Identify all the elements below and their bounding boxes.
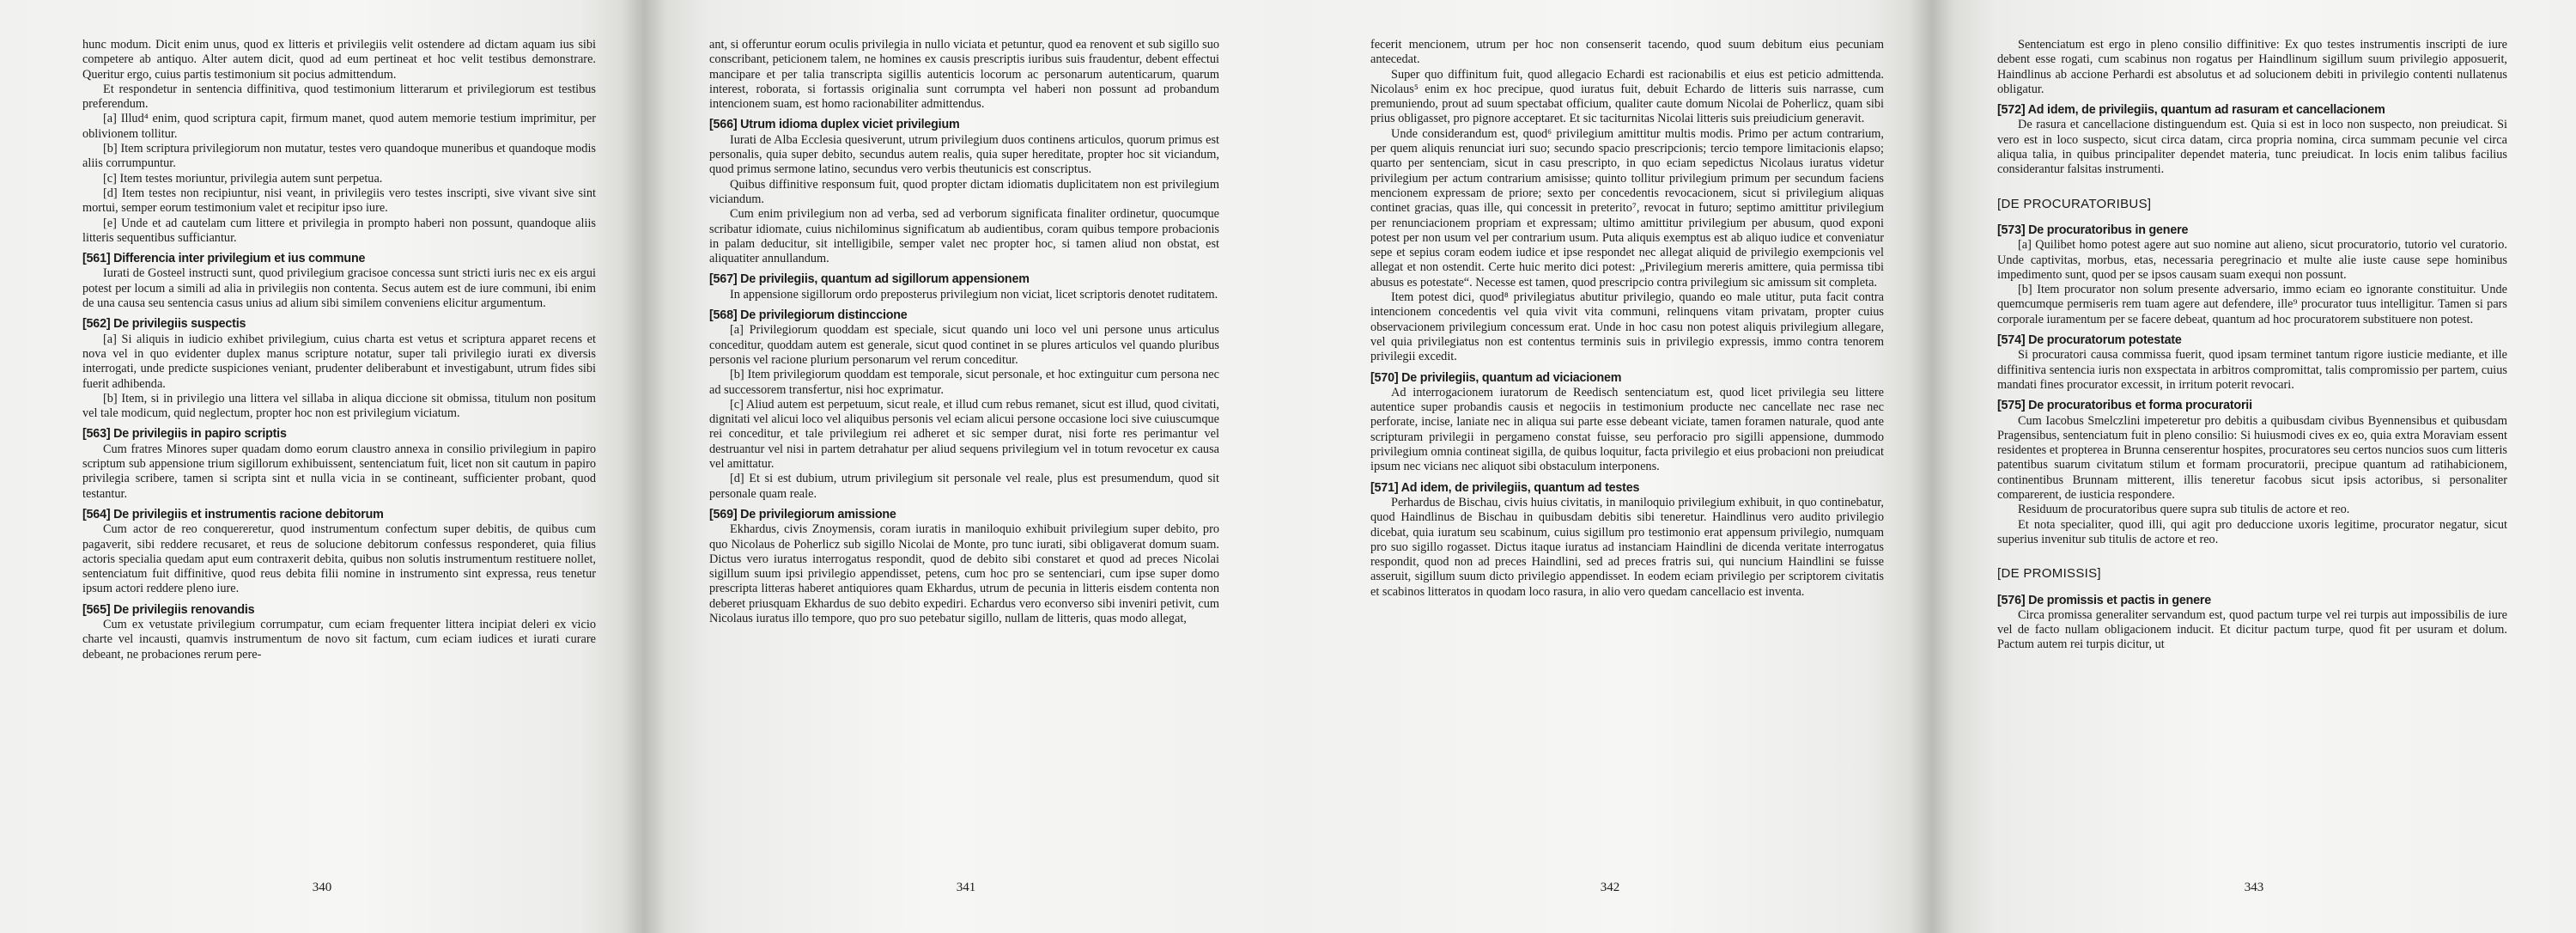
page-342 — [1288, 0, 1932, 933]
page-text — [709, 38, 1219, 626]
paragraph: De rasura et cancellacione distinguendum est. Quia si est in loco non suspecto, non preiudicat. Si vero est in loco suspecto, sicut circa datam, circa propria nomina, circa summam pecunie vel circa aliqua talia, in quibus principaliter dependet materia, tunc preiudicat. In locis enim talibus facilius considerantur falsitas instrumenti. — [1997, 118, 2507, 177]
paragraph: Cum ex vetustate privilegium corrumpatur, cum eciam frequenter littera incipiat deleri ex vicio charte vel incausti, quamvis instrumentum de novo sit factum, cum eciam iudices et iurati curare debeant, ne probaciones rerum pere- — [82, 617, 596, 662]
paragraph: Cum actor de reo conquereretur, quod instrumentum confectum super debitis, de quibus cum pagaverit, sibi reddere recusaret, et reus de solucione debitorum confessus responderet, quia filius actoris specialia quedam aput eum contraxerit debita, quibus non solutis instrumentum restituere nollet, sentenciatum fuit diffinitive, quod reus debita filii nomine in instrumento sint expressa, reus tenetur ipsum actori reddere pleno iure. — [82, 522, 596, 596]
section-heading: [566] Utrum idioma duplex viciet privilegium — [709, 118, 960, 132]
section-heading: [572] Ad idem, de privilegiis, quantum ad rasuram et cancellacionem — [1997, 103, 2385, 118]
paragraph: Quibus diffinitive responsum fuit, quod propter dictam idiomatis duplicitatem non est privilegium viciandum. — [709, 177, 1219, 206]
page-number: 340 — [312, 881, 332, 894]
section-heading: [562] De privilegiis suspectis — [82, 317, 246, 332]
paragraph: Iurati de Gosteel instructi sunt, quod privilegium gracisoe concessa sunt stricti iuris nec ex eis argui potest per locum a simili ad alia in privilegiis non contenta. Secus autem est de iure communi, ibi enim de una causa seu sentencia casus unius ad alium sibi similem conveniens elicitur argumentum. — [82, 266, 596, 311]
paragraph: [a] Quilibet homo potest agere aut suo nomine aut alieno, sicut procuratorio, tutorio vel curatorio. Unde captivitas, morbus, etas, necessaria peregrinacio et multe alie iuste cause sepe hominibus impedimento sunt, quod per se ipsos causam suam exequi non possunt. — [1997, 238, 2507, 282]
paragraph: [a] Privilegiorum quoddam est speciale, sicut quando uni loco vel uni persone unus articulus conceditur, quoddam autem est generale, sicut quod continet in se plures articulos vel quando pluribus personis vel racione plurium personarum vel rerum conceditur. — [709, 323, 1219, 367]
paragraph: ant, si offeruntur eorum oculis privilegia in nullo viciata et petuntur, quod ea renovent et sub sigillo suo conscribant, peticionem talem, ne homines ex causis prescriptis iuribus suis fraudentur, debent effectui mancipare et per talia transcripta sigillis autenticis locorum ac personarum autenticarum, quarum interest, roborata, si fortassis originalia sunt corrumpta vel haberi non possunt ad probandum intencionem suam, est homo racionabiliter admittendus. — [709, 38, 1219, 112]
page-text — [82, 38, 596, 662]
paragraph: [a] Illud⁴ enim, quod scriptura capit, firmum manet, quod autem memorie testium imprimitur, per oblivionem tollitur. — [82, 112, 596, 141]
paragraph: Unde considerandum est, quod⁶ privilegium amittitur multis modis. Primo per actum contrarium, per quem aliquis renunciat iuri suo; secundo spacio prescripcionis; tercio tempore limitacionis elapso; quarto per sentenciam, sicut in casu prescripto, in quo eciam sepedictus Nicolaus iuratus videtur privilegium per actum contrarium amisisse; quinto tollitur privilegium primum per secundum faciens mencionem expressam de priore; sexto per concedentis revocacionem, sicut si privilegium aliquas continet gracias, quas ille, qui concessit in preterito⁷, revocat in futuro; septimo amittitur privilegium per renunciacionem propriam et expressam; ultimo amittitur privilegium per abusum, quod exponi potest per non usum vel per contrarium usum. Puta aliquis exemptus est ab aliquo iudice et conveniatur sepe et sepius coram eodem iudice et ipse respondet nec allegat aliquid de privilegio exempcionis vel allegat et non ostendit. Certe huic merito dici potest: „Privilegium mereris amittere, quia permissa tibi abusus es potestate“. Necesse est tamen, quod prescripcio contra privilegium sic amissum sit completa. — [1370, 126, 1884, 290]
paragraph: Circa promissa generaliter servandum est, quod pactum turpe vel rei turpis aut impossibilis de iure vel de facto nullam obligacionem inducit. Et dicitur pactum turpe, quod fit per usuram et dolum. Pactum autem rei turpis dicitur, ut — [1997, 607, 2507, 652]
page-341 — [644, 0, 1288, 933]
paragraph: Iurati de Alba Ecclesia quesiverunt, utrum privilegium duos continens articulos, quorum primus est personalis, quia super debito, secundus autem realis, quia super hereditate, propter hoc sit viciandum, quod primus sermone latino, secundus vero verbis theutunicis est conscriptus. — [709, 132, 1219, 177]
paragraph: Et nota specialiter, quod illi, qui agit pro deduccione uxoris legitime, procurator negatur, sicut superius invenitur sub titulis de actore et reo. — [1997, 517, 2507, 546]
paragraph: [c] Aliud autem est perpetuum, sicut reale, et illud cum rebus remanet, sicut est illud, quod civitati, dignitati vel alicui loco vel aliquibus personis vel eciam alicui persone occasione loci sive cuiuscumque rei conceditur, et tale privilegium rei adheret et sic semper durat, nisi forte res perimantur vel destruantur vel nisi in partem detrahatur per aliud sequens privilegium vel in totum revocetur ex causa vel amittatur. — [709, 397, 1219, 472]
paragraph: Super quo diffinitum fuit, quod allegacio Echardi est racionabilis et eius est peticio admittenda. Nicolaus⁵ enim ex hoc precipue, quod iuratus fuit, debuit Echardo de litteris suis narrasse, cum premuniendo, prout ad suum spectabat officium, qualiter caute domum Nicolai de Poherlicz, quam sibi prius obligasset, pro pignore acceptaret. Et sic taciturnitas Nicolai litteris suis preiudicium generavit. — [1370, 67, 1884, 126]
page-340 — [0, 0, 644, 933]
section-heading: [569] De privilegiorum amissione — [709, 507, 896, 521]
paragraph: hunc modum. Dicit enim unus, quod ex litteris et privilegiis velit ostendere ad dictam aquam ius sibi competere ab antiquo. Alter autem dicit, quod ad eum pertineat et hoc velit testibus demonstrare. Queritur ergo, cuius partis testimonium sit pocius admittendum. — [82, 38, 596, 82]
paragraph: Cum Iacobus Smelczlini impeteretur pro debitis a quibusdam civibus Byennensibus et quibusdam Pragensibus, sentenciatum fuit in pleno consilio: Si huiusmodi cives ex eo, quia extra Moraviam essent residentes et propterea in Brunna censerentur hospites, procuratores seu certos nuncios suos cum litteris patentibus suarum civitatum stilum et formam procuratorii, precipue quantum ad ratihabicionem, continentibus Brunnam mitterent, illis teneretur facobus sicut ipsis actoribus, si personaliter comparerent, de iusticia respondere. — [1997, 413, 2507, 503]
paragraph: Cum enim privilegium non ad verba, sed ad verborum significata finaliter ordinetur, quocumque scribatur idiomate, cuius nichilominus significatum ab audientibus, coram quibus tempore probacionis in palam deducitur, sit intelligibile, semper valet nec propter hoc, si tamen aliud non obstat, est aliquatiter annullandum. — [709, 207, 1219, 266]
paragraph: Residuum de procuratoribus quere supra sub titulis de actore et reo. — [2018, 503, 2350, 517]
section-heading: [561] Differencia inter privilegium et ius commune — [82, 252, 366, 266]
paragraph: In appensione sigillorum ordo preposterus privilegium non viciat, licet scriptoris denotet ruditatem. — [730, 287, 1218, 302]
paragraph: [c] Item testes moriuntur, privilegia autem sunt perpetua. — [103, 171, 383, 186]
chapter-heading: [DE PROMISSIS] — [1997, 566, 2101, 582]
section-heading: [564] De privilegiis et instrumentis racione debitorum — [82, 507, 384, 521]
paragraph: [e] Unde et ad cautelam cum littere et privilegia in prompto haberi non possunt, quandoque aliis litteris sequentibus sufficiantur. — [82, 216, 596, 245]
paragraph: [b] Item privilegiorum quoddam est temporale, sicut personale, et hoc extinguitur cum persona nec ad successorem transfertur, nisi hoc exprimatur. — [709, 368, 1219, 397]
paragraph: Item potest dici, quod⁸ privilegiatus abutitur privilegio, quando eo male utitur, puta facit contra intencionem concedentis vel quia vivit vita communi, relinquens vitam privatam, propter cuius observacionem privilegium concessum erat. Unde in hoc casu non potest aliquis privilegium allegare, vel quia privilegiatus non est contentus terminis suis in privilegio expressis, immo contra tenorem privilegii excedit. — [1370, 290, 1884, 364]
section-heading: [567] De privilegiis, quantum ad sigillorum appensionem — [709, 272, 1030, 287]
paragraph: [a] Si aliquis in iudicio exhibet privilegium, cuius charta est vetus et scriptura apparet recens et nova vel in quo evidenter duplex manus scripture notatur, super tali privilegio iurati ex diversis interrogati, unde predicte suspiciones veniant, prudenter deliberabunt et investigabunt, utrum fides sibi fuerit adhibenda. — [82, 332, 596, 391]
paragraph: Et respondetur in sentencia diffinitiva, quod testimonium litterarum et privilegiorum est testibus preferendum. — [82, 82, 596, 112]
section-heading: [575] De procuratoribus et forma procuratorii — [1997, 399, 2252, 413]
gutter-shadow — [1932, 0, 1954, 933]
paragraph: Perhardus de Bischau, civis huius civitatis, in maniloquio privilegium exhibuit, in quo continebatur, quod Haindlinus de Bischau in quibusdam debitis sibi teneretur. Haindlinus vero audito privilegio dicebat, quia iuratum seu scabinum, cuius sigillum pro testimonio erat appensum privilegio, numquam pro suo sigillo rogasset. Dictus itaque iuratus ad instanciam Haindlini de dicenda veritate interrogatus respondit, quod non ad preces Haindlini, sed ad preces fratris sui, qui nuncium Haindlini se fuisse asseruit, sigillum suum dicto privilegio appendisset. In eodem eciam privilegio per scriptorem civitatis et scabinos litteratos in quodam loco rasura, in alio vero quedam cancellacio est inventa. — [1370, 495, 1884, 599]
gutter-shadow — [644, 0, 666, 933]
page-number: 341 — [956, 881, 976, 894]
paragraph: fecerit mencionem, utrum per hoc non consenserit tacendo, quod suum debitum eius pecuniam antecedat. — [1370, 38, 1884, 67]
section-heading: [563] De privilegiis in papiro scriptis — [82, 427, 287, 442]
page-number: 342 — [1600, 881, 1620, 894]
section-heading: [574] De procuratorum potestate — [1997, 333, 2182, 348]
section-heading: [565] De privilegiis renovandis — [82, 602, 255, 617]
section-heading: [576] De promissis et pactis in genere — [1997, 593, 2212, 607]
right-spread — [1288, 0, 2576, 933]
paragraph: [b] Item, si in privilegio una littera vel sillaba in aliqua diccione sit obmissa, titulum non positum vel tale modicum, quid neglectum, propter hoc non est privilegium viciatum. — [82, 391, 596, 421]
section-heading: [568] De privilegiorum distinccione — [709, 308, 908, 323]
paragraph: [d] Item testes non recipiuntur, nisi veant, in privilegiis vero testes inscripti, sive vivant sive sint mortui, semper eorum testimonium valet et recipitur ipso iure. — [82, 186, 596, 216]
chapter-heading: [DE PROCURATORIBUS] — [1997, 196, 2152, 211]
paragraph: Si procuratori causa commissa fuerit, quod ipsam terminet tantum rigore iusticie mediante, et ille diffinitiva sentencia iuris non exspectata in arbitros compromittat, talis compromissio per partem, cuius mandati fines procurator excessit, in irritum poterit revocari. — [1997, 348, 2507, 392]
gutter-shadow — [622, 0, 644, 933]
paragraph: Cum fratres Minores super quadam domo eorum claustro annexa in consilio privilegium in papiro scriptum sub appensione trium sigillorum exhibuissent, sentenciatum fuit, licet non sit cautum in papiro privilegia scribere, tamen si scripta sint et nulla vicia in se contineant, sufficienter probant, quod testantur. — [82, 442, 596, 501]
paragraph: Ekhardus, civis Znoymensis, coram iuratis in maniloquio exhibuit privilegium super debito, pro quo Nicolaus de Poherlicz sub sigillo Nicolai de Monte, pro tunc iurati, sibi obligaverat domum suam. Dictus vero iuratus interrogatus respondit, quod de debito sibi constaret et quod ad preces Nicolai sigillum suum ipsi privilegio appendisset, petens, cum hoc pro se sentenciari, cum ipse super domo prescripta litteras haberet antiquiores quam Ekhardus, utrum de pecunia in litteris eisdem contenta non deberet priusquam Ekhardus de suo debito expediri. Echardus vero econverso sibi inveniri petivit, cum Nicolaus iuratus illo tempore, quo pro suo petebatur sigillo, nullam de litteris, quas modo allegat, — [709, 522, 1219, 625]
section-heading: [570] De privilegiis, quantum ad viciacionem — [1370, 370, 1622, 385]
paragraph: Sentenciatum est ergo in pleno consilio diffinitive: Ex quo testes instrumentis inscripti de iure debent esse rogati, cum scabinus non rogatus per Haindlinum sigillum suum privilegio apposuerit, Haindlinus ab accione Perhardi est absolutus et ad solucionem debiti in privilegio contenti nullatenus obligatur. — [1997, 38, 2507, 96]
paragraph: [d] Et si est dubium, utrum privilegium sit personale vel reale, plus est presumendum, quod sit personale quam reale. — [709, 472, 1219, 501]
page-343 — [1932, 0, 2576, 933]
section-heading: [571] Ad idem, de privilegiis, quantum ad testes — [1370, 480, 1640, 495]
gutter-shadow — [1910, 0, 1932, 933]
paragraph: [b] Item scriptura privilegiorum non mutatur, testes vero quandoque muneribus et quandoque modis aliis corrumpuntur. — [82, 142, 596, 171]
page-text — [1370, 38, 1884, 600]
page-number: 343 — [2244, 881, 2264, 894]
paragraph: Ad interrogacionem iuratorum de Reedisch sentenciatum est, quod licet privilegia seu littere autentice super probandis causis et negociis in testimonium producte nec cancellate nec rase nec perforate, incise, laniate nec in aliqua sui parte esse debeant viciate, tamen foramen naturale, quod ante scripturam privilegii in pergameno constat fuisse, seu perforacio pro sigilli appensione, dummodo privilegium omnia contineat sigilla, de quibus loquitur, facta privilegio et eius probacioni non preiudicat ipsum nec vicians nec aliquot sibi obstaculum interponens. — [1370, 385, 1884, 474]
paragraph: [b] Item procurator non solum presente adversario, immo eciam eo ignorante constituitur. Unde quemcumque permiseris rem tuam agere aut defendere, ille⁹ procurator tuus intelligitur. Tamen si pars corporale iuramentum per se facere debeat, quantum ad hoc procuratorem substituere non potest. — [1997, 283, 2507, 326]
page-text — [1997, 38, 2507, 653]
section-heading: [573] De procuratoribus in genere — [1997, 223, 2189, 237]
